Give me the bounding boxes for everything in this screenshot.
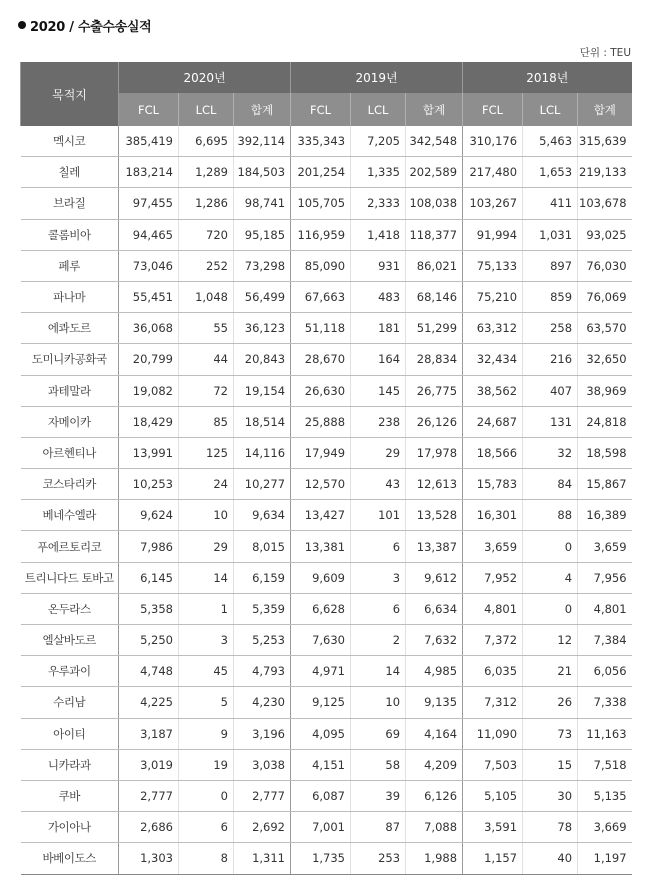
destination-cell: 온두라스 — [21, 593, 119, 624]
fcl-2020-cell: 36,068 — [119, 313, 179, 344]
fcl-2020-cell: 4,225 — [119, 687, 179, 718]
table-row — [21, 406, 632, 437]
lcl-2020-cell: 72 — [179, 375, 234, 406]
lcl-2018-cell: 1,031 — [523, 219, 578, 250]
total-2020-cell: 8,015 — [234, 531, 291, 562]
fcl-2018-cell: 217,480 — [463, 157, 523, 188]
total-2019-cell: 4,164 — [406, 718, 463, 749]
destination-header: 목적지 — [21, 62, 119, 126]
total-2019-cell: 7,088 — [406, 812, 463, 843]
lcl-2018-cell: 78 — [523, 812, 578, 843]
lcl-2018-cell: 21 — [523, 656, 578, 687]
fcl-2020-cell: 73,046 — [119, 250, 179, 281]
total-2020-cell: 2,777 — [234, 780, 291, 811]
fcl-2018-cell: 75,133 — [463, 250, 523, 281]
fcl-2020-cell: 2,777 — [119, 780, 179, 811]
lcl-2019-cell: 101 — [351, 500, 406, 531]
total-header: 합계 — [234, 93, 291, 126]
year-header-2020: 2020년 — [119, 62, 291, 93]
fcl-2018-cell: 91,994 — [463, 219, 523, 250]
lcl-2018-cell: 407 — [523, 375, 578, 406]
total-2020-cell: 14,116 — [234, 437, 291, 468]
lcl-2019-cell: 483 — [351, 281, 406, 312]
fcl-2019-cell: 17,949 — [291, 437, 351, 468]
total-2020-cell: 6,159 — [234, 562, 291, 593]
destination-cell: 엘살바도르 — [21, 625, 119, 656]
section-title — [18, 13, 151, 37]
total-2020-cell: 20,843 — [234, 344, 291, 375]
lcl-2019-cell: 253 — [351, 843, 406, 874]
fcl-2018-cell: 7,312 — [463, 687, 523, 718]
lcl-2019-cell: 69 — [351, 718, 406, 749]
total-2019-cell: 118,377 — [406, 219, 463, 250]
destination-cell: 쿠바 — [21, 780, 119, 811]
total-2018-cell: 7,338 — [578, 687, 632, 718]
fcl-2018-cell: 7,372 — [463, 625, 523, 656]
table-row — [21, 281, 632, 312]
fcl-2019-cell: 6,628 — [291, 593, 351, 624]
fcl-2018-cell: 24,687 — [463, 406, 523, 437]
total-2018-cell: 76,030 — [578, 250, 632, 281]
lcl-2019-cell: 6 — [351, 531, 406, 562]
fcl-header: FCL — [119, 93, 179, 126]
lcl-2018-cell: 0 — [523, 531, 578, 562]
lcl-2018-cell: 1,653 — [523, 157, 578, 188]
fcl-2018-cell: 16,301 — [463, 500, 523, 531]
lcl-2018-cell: 0 — [523, 593, 578, 624]
fcl-2019-cell: 6,087 — [291, 780, 351, 811]
total-2018-cell: 7,384 — [578, 625, 632, 656]
table-body — [21, 126, 632, 874]
lcl-2020-cell: 45 — [179, 656, 234, 687]
page-title: 2020 / 수출수송실적 — [30, 19, 152, 35]
lcl-2019-cell: 29 — [351, 437, 406, 468]
lcl-2019-cell: 3 — [351, 562, 406, 593]
total-2018-cell: 103,678 — [578, 188, 632, 219]
total-2019-cell: 28,834 — [406, 344, 463, 375]
table-row — [21, 126, 632, 157]
table-row — [21, 687, 632, 718]
lcl-2019-cell: 7,205 — [351, 126, 406, 157]
fcl-2019-cell: 4,095 — [291, 718, 351, 749]
fcl-2018-cell: 103,267 — [463, 188, 523, 219]
lcl-2020-cell: 1 — [179, 593, 234, 624]
total-2019-cell: 68,146 — [406, 281, 463, 312]
total-2018-cell: 3,659 — [578, 531, 632, 562]
table-row — [21, 250, 632, 281]
fcl-2020-cell: 4,748 — [119, 656, 179, 687]
lcl-2019-cell: 1,335 — [351, 157, 406, 188]
lcl-2019-cell: 145 — [351, 375, 406, 406]
lcl-2018-cell: 30 — [523, 780, 578, 811]
destination-cell: 트리니다드 토바고 — [21, 562, 119, 593]
destination-cell: 수리남 — [21, 687, 119, 718]
total-header: 합계 — [406, 93, 463, 126]
total-2018-cell: 24,818 — [578, 406, 632, 437]
fcl-2019-cell: 4,971 — [291, 656, 351, 687]
total-2018-cell: 4,801 — [578, 593, 632, 624]
lcl-2020-cell: 0 — [179, 780, 234, 811]
fcl-header: FCL — [463, 93, 523, 126]
lcl-2019-cell: 164 — [351, 344, 406, 375]
lcl-2019-cell: 87 — [351, 812, 406, 843]
total-2019-cell: 13,528 — [406, 500, 463, 531]
lcl-2020-cell: 44 — [179, 344, 234, 375]
lcl-2019-cell: 14 — [351, 656, 406, 687]
total-2018-cell: 6,056 — [578, 656, 632, 687]
total-2019-cell: 202,589 — [406, 157, 463, 188]
fcl-2019-cell: 13,427 — [291, 500, 351, 531]
total-2019-cell: 26,126 — [406, 406, 463, 437]
fcl-2018-cell: 5,105 — [463, 780, 523, 811]
total-2019-cell: 13,387 — [406, 531, 463, 562]
unit-label: 단위 : TEU — [579, 47, 631, 59]
destination-cell: 파나마 — [21, 281, 119, 312]
table-row — [21, 718, 632, 749]
fcl-2018-cell: 3,591 — [463, 812, 523, 843]
fcl-2020-cell: 183,214 — [119, 157, 179, 188]
destination-cell: 푸에르토리코 — [21, 531, 119, 562]
lcl-2020-cell: 6 — [179, 812, 234, 843]
fcl-2018-cell: 310,176 — [463, 126, 523, 157]
total-2018-cell: 5,135 — [578, 780, 632, 811]
total-2018-cell: 93,025 — [578, 219, 632, 250]
total-2020-cell: 184,503 — [234, 157, 291, 188]
lcl-2020-cell: 55 — [179, 313, 234, 344]
fcl-2020-cell: 5,358 — [119, 593, 179, 624]
fcl-2020-cell: 97,455 — [119, 188, 179, 219]
total-2018-cell: 63,570 — [578, 313, 632, 344]
total-2020-cell: 18,514 — [234, 406, 291, 437]
table-row — [21, 625, 632, 656]
fcl-2019-cell: 7,630 — [291, 625, 351, 656]
lcl-2020-cell: 1,286 — [179, 188, 234, 219]
total-2020-cell: 3,038 — [234, 749, 291, 780]
fcl-2018-cell: 75,210 — [463, 281, 523, 312]
lcl-2018-cell: 411 — [523, 188, 578, 219]
destination-cell: 아이티 — [21, 718, 119, 749]
fcl-2018-cell: 32,434 — [463, 344, 523, 375]
lcl-2020-cell: 3 — [179, 625, 234, 656]
total-2018-cell: 3,669 — [578, 812, 632, 843]
lcl-header: LCL — [351, 93, 406, 126]
fcl-2020-cell: 94,465 — [119, 219, 179, 250]
fcl-2019-cell: 201,254 — [291, 157, 351, 188]
lcl-2020-cell: 1,048 — [179, 281, 234, 312]
bullet-icon — [18, 21, 26, 29]
total-2020-cell: 36,123 — [234, 313, 291, 344]
total-2020-cell: 98,741 — [234, 188, 291, 219]
table-row — [21, 469, 632, 500]
table-row — [21, 344, 632, 375]
lcl-2018-cell: 4 — [523, 562, 578, 593]
total-2020-cell: 1,311 — [234, 843, 291, 874]
fcl-2019-cell: 85,090 — [291, 250, 351, 281]
destination-cell: 칠레 — [21, 157, 119, 188]
lcl-2019-cell: 43 — [351, 469, 406, 500]
export-volume-table — [20, 62, 632, 875]
total-2018-cell: 219,133 — [578, 157, 632, 188]
lcl-2018-cell: 26 — [523, 687, 578, 718]
total-2018-cell: 7,956 — [578, 562, 632, 593]
total-2019-cell: 6,126 — [406, 780, 463, 811]
fcl-2018-cell: 38,562 — [463, 375, 523, 406]
lcl-2018-cell: 12 — [523, 625, 578, 656]
destination-cell: 코스타리카 — [21, 469, 119, 500]
total-2020-cell: 3,196 — [234, 718, 291, 749]
lcl-2019-cell: 238 — [351, 406, 406, 437]
fcl-2020-cell: 3,019 — [119, 749, 179, 780]
total-2018-cell: 7,518 — [578, 749, 632, 780]
destination-cell: 에콰도르 — [21, 313, 119, 344]
fcl-2020-cell: 55,451 — [119, 281, 179, 312]
total-2020-cell: 19,154 — [234, 375, 291, 406]
lcl-2019-cell: 39 — [351, 780, 406, 811]
total-2019-cell: 4,985 — [406, 656, 463, 687]
table-row — [21, 812, 632, 843]
fcl-2020-cell: 5,250 — [119, 625, 179, 656]
table-row — [21, 188, 632, 219]
table-row — [21, 375, 632, 406]
destination-cell: 자메이카 — [21, 406, 119, 437]
fcl-2019-cell: 9,609 — [291, 562, 351, 593]
fcl-2019-cell: 9,125 — [291, 687, 351, 718]
fcl-2020-cell: 13,991 — [119, 437, 179, 468]
fcl-2018-cell: 3,659 — [463, 531, 523, 562]
total-2019-cell: 1,988 — [406, 843, 463, 874]
total-2019-cell: 342,548 — [406, 126, 463, 157]
lcl-2020-cell: 252 — [179, 250, 234, 281]
table-row — [21, 437, 632, 468]
fcl-2018-cell: 18,566 — [463, 437, 523, 468]
total-header: 합계 — [578, 93, 632, 126]
total-2019-cell: 7,632 — [406, 625, 463, 656]
total-2019-cell: 86,021 — [406, 250, 463, 281]
fcl-2019-cell: 67,663 — [291, 281, 351, 312]
fcl-header: FCL — [291, 93, 351, 126]
lcl-2019-cell: 2 — [351, 625, 406, 656]
destination-cell: 가이아나 — [21, 812, 119, 843]
fcl-2019-cell: 25,888 — [291, 406, 351, 437]
year-header-row — [21, 62, 632, 93]
total-2019-cell: 17,978 — [406, 437, 463, 468]
lcl-header: LCL — [523, 93, 578, 126]
total-2018-cell: 11,163 — [578, 718, 632, 749]
fcl-2019-cell: 7,001 — [291, 812, 351, 843]
fcl-2020-cell: 10,253 — [119, 469, 179, 500]
destination-cell: 아르헨티나 — [21, 437, 119, 468]
lcl-2018-cell: 73 — [523, 718, 578, 749]
lcl-2018-cell: 88 — [523, 500, 578, 531]
table-row — [21, 531, 632, 562]
fcl-2019-cell: 26,630 — [291, 375, 351, 406]
total-2020-cell: 2,692 — [234, 812, 291, 843]
lcl-2019-cell: 10 — [351, 687, 406, 718]
fcl-2020-cell: 7,986 — [119, 531, 179, 562]
fcl-2018-cell: 63,312 — [463, 313, 523, 344]
lcl-2018-cell: 84 — [523, 469, 578, 500]
fcl-2018-cell: 7,503 — [463, 749, 523, 780]
lcl-2020-cell: 6,695 — [179, 126, 234, 157]
table-row — [21, 749, 632, 780]
total-2019-cell: 12,613 — [406, 469, 463, 500]
lcl-2018-cell: 32 — [523, 437, 578, 468]
lcl-2019-cell: 931 — [351, 250, 406, 281]
fcl-2020-cell: 1,303 — [119, 843, 179, 874]
lcl-2018-cell: 897 — [523, 250, 578, 281]
total-2020-cell: 392,114 — [234, 126, 291, 157]
fcl-2020-cell: 385,419 — [119, 126, 179, 157]
fcl-2018-cell: 15,783 — [463, 469, 523, 500]
lcl-2019-cell: 1,418 — [351, 219, 406, 250]
table-row — [21, 219, 632, 250]
fcl-2019-cell: 12,570 — [291, 469, 351, 500]
fcl-2019-cell: 51,118 — [291, 313, 351, 344]
total-2020-cell: 5,253 — [234, 625, 291, 656]
fcl-2018-cell: 1,157 — [463, 843, 523, 874]
lcl-2019-cell: 2,333 — [351, 188, 406, 219]
destination-cell: 콜롬비아 — [21, 219, 119, 250]
table-header — [21, 62, 632, 126]
destination-cell: 니카라과 — [21, 749, 119, 780]
lcl-2020-cell: 720 — [179, 219, 234, 250]
total-2019-cell: 26,775 — [406, 375, 463, 406]
year-header-2018: 2018년 — [463, 62, 632, 93]
lcl-2020-cell: 19 — [179, 749, 234, 780]
destination-cell: 브라질 — [21, 188, 119, 219]
year-header-2019: 2019년 — [291, 62, 463, 93]
total-2018-cell: 76,069 — [578, 281, 632, 312]
table-row — [21, 500, 632, 531]
table-row — [21, 562, 632, 593]
lcl-2018-cell: 131 — [523, 406, 578, 437]
lcl-header: LCL — [179, 93, 234, 126]
fcl-2018-cell: 6,035 — [463, 656, 523, 687]
total-2018-cell: 1,197 — [578, 843, 632, 874]
total-2020-cell: 73,298 — [234, 250, 291, 281]
total-2020-cell: 5,359 — [234, 593, 291, 624]
fcl-2019-cell: 105,705 — [291, 188, 351, 219]
lcl-2020-cell: 9 — [179, 718, 234, 749]
fcl-2018-cell: 11,090 — [463, 718, 523, 749]
lcl-2020-cell: 14 — [179, 562, 234, 593]
fcl-2020-cell: 2,686 — [119, 812, 179, 843]
fcl-2019-cell: 4,151 — [291, 749, 351, 780]
total-2019-cell: 9,135 — [406, 687, 463, 718]
fcl-2020-cell: 6,145 — [119, 562, 179, 593]
total-2020-cell: 9,634 — [234, 500, 291, 531]
destination-cell: 과테말라 — [21, 375, 119, 406]
destination-cell: 베네수엘라 — [21, 500, 119, 531]
lcl-2019-cell: 6 — [351, 593, 406, 624]
lcl-2020-cell: 29 — [179, 531, 234, 562]
lcl-2020-cell: 24 — [179, 469, 234, 500]
table-row — [21, 843, 632, 874]
lcl-2019-cell: 181 — [351, 313, 406, 344]
total-2020-cell: 10,277 — [234, 469, 291, 500]
lcl-2018-cell: 40 — [523, 843, 578, 874]
total-2020-cell: 4,793 — [234, 656, 291, 687]
total-2020-cell: 95,185 — [234, 219, 291, 250]
total-2018-cell: 32,650 — [578, 344, 632, 375]
fcl-2020-cell: 9,624 — [119, 500, 179, 531]
fcl-2020-cell: 18,429 — [119, 406, 179, 437]
lcl-2020-cell: 8 — [179, 843, 234, 874]
total-2020-cell: 4,230 — [234, 687, 291, 718]
lcl-2018-cell: 15 — [523, 749, 578, 780]
total-2018-cell: 38,969 — [578, 375, 632, 406]
total-2019-cell: 108,038 — [406, 188, 463, 219]
total-2019-cell: 9,612 — [406, 562, 463, 593]
total-2019-cell: 4,209 — [406, 749, 463, 780]
fcl-2020-cell: 3,187 — [119, 718, 179, 749]
table-row — [21, 780, 632, 811]
destination-cell: 멕시코 — [21, 126, 119, 157]
lcl-2018-cell: 859 — [523, 281, 578, 312]
fcl-2019-cell: 116,959 — [291, 219, 351, 250]
fcl-2019-cell: 13,381 — [291, 531, 351, 562]
fcl-2018-cell: 7,952 — [463, 562, 523, 593]
destination-cell: 우루과이 — [21, 656, 119, 687]
fcl-2019-cell: 28,670 — [291, 344, 351, 375]
lcl-2020-cell: 85 — [179, 406, 234, 437]
table-row — [21, 157, 632, 188]
lcl-2020-cell: 5 — [179, 687, 234, 718]
table-row — [21, 313, 632, 344]
total-2018-cell: 15,867 — [578, 469, 632, 500]
lcl-2020-cell: 1,289 — [179, 157, 234, 188]
fcl-2019-cell: 1,735 — [291, 843, 351, 874]
total-2018-cell: 18,598 — [578, 437, 632, 468]
lcl-2019-cell: 58 — [351, 749, 406, 780]
total-2018-cell: 16,389 — [578, 500, 632, 531]
table-row — [21, 656, 632, 687]
destination-cell: 도미니카공화국 — [21, 344, 119, 375]
fcl-2020-cell: 20,799 — [119, 344, 179, 375]
fcl-2019-cell: 335,343 — [291, 126, 351, 157]
lcl-2020-cell: 10 — [179, 500, 234, 531]
total-2019-cell: 51,299 — [406, 313, 463, 344]
destination-cell: 페루 — [21, 250, 119, 281]
total-2020-cell: 56,499 — [234, 281, 291, 312]
lcl-2018-cell: 5,463 — [523, 126, 578, 157]
destination-cell: 바베이도스 — [21, 843, 119, 874]
total-2018-cell: 315,639 — [578, 126, 632, 157]
table-row — [21, 593, 632, 624]
fcl-2020-cell: 19,082 — [119, 375, 179, 406]
total-2019-cell: 6,634 — [406, 593, 463, 624]
fcl-2018-cell: 4,801 — [463, 593, 523, 624]
lcl-2020-cell: 125 — [179, 437, 234, 468]
lcl-2018-cell: 216 — [523, 344, 578, 375]
lcl-2018-cell: 258 — [523, 313, 578, 344]
